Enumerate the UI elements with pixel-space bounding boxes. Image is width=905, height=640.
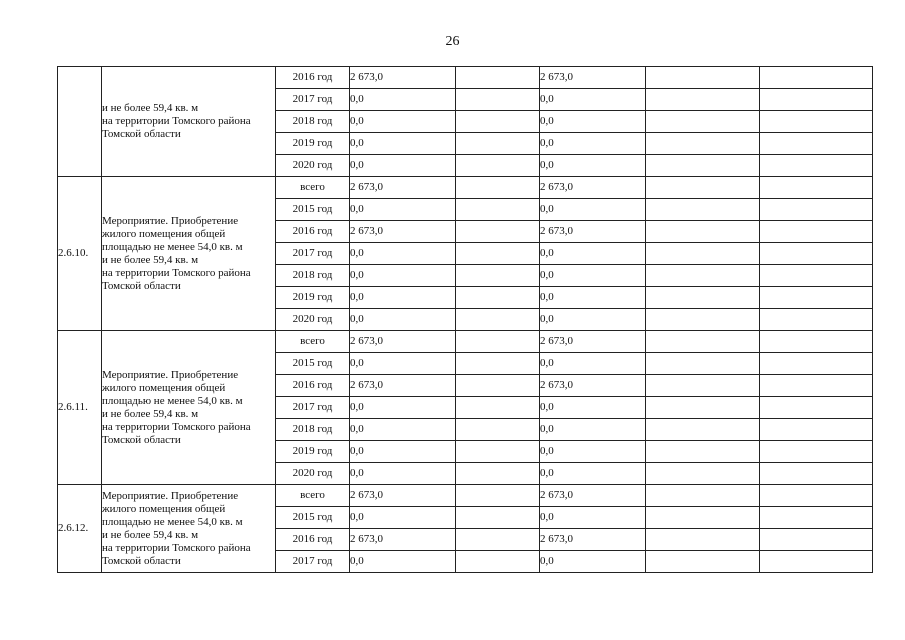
value-cell xyxy=(456,265,540,287)
local-budget-value-cell: 0,0 xyxy=(540,463,646,485)
total-value-cell: 2 673,0 xyxy=(350,67,456,89)
local-budget-value-cell: 0,0 xyxy=(540,551,646,573)
value-cell xyxy=(760,507,873,529)
local-budget-value-cell: 0,0 xyxy=(540,441,646,463)
total-value-cell: 0,0 xyxy=(350,133,456,155)
year-cell: 2019 год xyxy=(276,133,350,155)
page-number: 26 xyxy=(445,34,460,49)
value-cell xyxy=(456,177,540,199)
item-name-line: площадью не менее 54,0 кв. м xyxy=(102,240,243,253)
local-budget-value-cell: 2 673,0 xyxy=(540,177,646,199)
item-name-line: Мероприятие. Приобретение xyxy=(102,368,239,381)
item-number-cell: 2.6.12. xyxy=(58,485,102,573)
value-cell xyxy=(760,419,873,441)
value-cell xyxy=(646,375,760,397)
value-cell xyxy=(646,67,760,89)
value-cell xyxy=(760,485,873,507)
value-cell xyxy=(760,221,873,243)
value-cell xyxy=(646,89,760,111)
total-value-cell: 0,0 xyxy=(350,353,456,375)
local-budget-value-cell: 2 673,0 xyxy=(540,375,646,397)
total-value-cell: 0,0 xyxy=(350,111,456,133)
value-cell xyxy=(456,287,540,309)
total-value-cell: 2 673,0 xyxy=(350,529,456,551)
value-cell xyxy=(760,463,873,485)
item-name-cell xyxy=(102,177,276,331)
year-cell: 2017 год xyxy=(276,397,350,419)
item-name-line: и не более 59,4 кв. м xyxy=(102,102,199,114)
value-cell xyxy=(760,287,873,309)
year-cell: всего xyxy=(276,331,350,353)
total-value-cell: 2 673,0 xyxy=(350,375,456,397)
year-cell: 2017 год xyxy=(276,89,350,111)
value-cell xyxy=(646,111,760,133)
item-name-cell xyxy=(102,67,276,177)
program-table xyxy=(57,66,873,573)
total-value-cell: 0,0 xyxy=(350,441,456,463)
year-cell: 2016 год xyxy=(276,375,350,397)
value-cell xyxy=(760,89,873,111)
year-cell: 2018 год xyxy=(276,265,350,287)
year-cell: 2017 год xyxy=(276,243,350,265)
value-cell xyxy=(760,243,873,265)
value-cell xyxy=(646,441,760,463)
value-cell xyxy=(456,507,540,529)
year-cell: всего xyxy=(276,485,350,507)
value-cell xyxy=(646,243,760,265)
item-name-line: на территории Томского района xyxy=(102,266,251,279)
value-cell xyxy=(760,441,873,463)
value-cell xyxy=(760,177,873,199)
value-cell xyxy=(456,331,540,353)
value-cell xyxy=(456,221,540,243)
value-cell xyxy=(760,155,873,177)
item-name-cell xyxy=(102,331,276,485)
value-cell xyxy=(646,353,760,375)
value-cell xyxy=(760,265,873,287)
value-cell xyxy=(646,155,760,177)
local-budget-value-cell: 0,0 xyxy=(540,397,646,419)
item-name-line: Томской области xyxy=(102,554,181,567)
item-name-line: площадью не менее 54,0 кв. м xyxy=(102,515,243,528)
local-budget-value-cell: 2 673,0 xyxy=(540,221,646,243)
local-budget-value-cell: 0,0 xyxy=(540,133,646,155)
year-cell: 2016 год xyxy=(276,529,350,551)
total-value-cell: 2 673,0 xyxy=(350,221,456,243)
total-value-cell: 0,0 xyxy=(350,507,456,529)
value-cell xyxy=(456,441,540,463)
local-budget-value-cell: 0,0 xyxy=(540,353,646,375)
value-cell xyxy=(646,485,760,507)
table-row xyxy=(58,177,873,199)
total-value-cell: 0,0 xyxy=(350,265,456,287)
total-value-cell: 0,0 xyxy=(350,309,456,331)
value-cell xyxy=(456,485,540,507)
local-budget-value-cell: 0,0 xyxy=(540,243,646,265)
local-budget-value-cell: 0,0 xyxy=(540,89,646,111)
local-budget-value-cell: 0,0 xyxy=(540,111,646,133)
year-cell: 2020 год xyxy=(276,155,350,177)
item-name-line: Мероприятие. Приобретение xyxy=(102,214,239,227)
total-value-cell: 0,0 xyxy=(350,155,456,177)
value-cell xyxy=(760,397,873,419)
total-value-cell: 0,0 xyxy=(350,397,456,419)
year-cell: 2020 год xyxy=(276,463,350,485)
year-cell: 2018 год xyxy=(276,419,350,441)
value-cell xyxy=(646,551,760,573)
total-value-cell: 0,0 xyxy=(350,551,456,573)
value-cell xyxy=(456,243,540,265)
value-cell xyxy=(646,221,760,243)
total-value-cell: 0,0 xyxy=(350,89,456,111)
item-name-line: площадью не менее 54,0 кв. м xyxy=(102,394,243,407)
local-budget-value-cell: 0,0 xyxy=(540,199,646,221)
total-value-cell: 0,0 xyxy=(350,419,456,441)
value-cell xyxy=(760,529,873,551)
item-number-cell: 2.6.11. xyxy=(58,331,102,485)
value-cell xyxy=(456,529,540,551)
table-row xyxy=(58,485,873,507)
value-cell xyxy=(646,529,760,551)
item-name-line: Томской области xyxy=(102,433,181,446)
local-budget-value-cell: 0,0 xyxy=(540,419,646,441)
year-cell: 2015 год xyxy=(276,199,350,221)
total-value-cell: 0,0 xyxy=(350,287,456,309)
value-cell xyxy=(646,177,760,199)
total-value-cell: 0,0 xyxy=(350,199,456,221)
total-value-cell: 2 673,0 xyxy=(350,177,456,199)
item-name-line: жилого помещения общей xyxy=(102,502,226,515)
value-cell xyxy=(456,353,540,375)
table-row xyxy=(58,331,873,353)
year-cell: 2018 год xyxy=(276,111,350,133)
item-name-line: Мероприятие. Приобретение xyxy=(102,489,239,502)
item-number-cell: 2.6.10. xyxy=(58,177,102,331)
value-cell xyxy=(760,353,873,375)
value-cell xyxy=(760,67,873,89)
local-budget-value-cell: 2 673,0 xyxy=(540,529,646,551)
local-budget-value-cell: 2 673,0 xyxy=(540,485,646,507)
value-cell xyxy=(760,331,873,353)
value-cell xyxy=(646,507,760,529)
value-cell xyxy=(760,551,873,573)
table-row xyxy=(58,67,873,89)
value-cell xyxy=(456,67,540,89)
value-cell xyxy=(646,287,760,309)
value-cell xyxy=(646,199,760,221)
value-cell xyxy=(646,265,760,287)
item-name-line: жилого помещения общей xyxy=(102,381,226,394)
local-budget-value-cell: 0,0 xyxy=(540,309,646,331)
item-name-line: и не более 59,4 кв. м xyxy=(102,253,199,266)
total-value-cell: 0,0 xyxy=(350,463,456,485)
value-cell xyxy=(760,375,873,397)
year-cell: всего xyxy=(276,177,350,199)
local-budget-value-cell: 2 673,0 xyxy=(540,331,646,353)
item-name-line: жилого помещения общей xyxy=(102,227,226,240)
year-cell: 2017 год xyxy=(276,551,350,573)
year-cell: 2015 год xyxy=(276,353,350,375)
value-cell xyxy=(760,199,873,221)
value-cell xyxy=(456,551,540,573)
value-cell xyxy=(456,111,540,133)
item-name-cell xyxy=(102,485,276,573)
value-cell xyxy=(646,133,760,155)
item-number-cell xyxy=(58,67,102,177)
value-cell xyxy=(456,155,540,177)
year-cell: 2016 год xyxy=(276,221,350,243)
value-cell xyxy=(456,419,540,441)
local-budget-value-cell: 0,0 xyxy=(540,265,646,287)
item-name-line: и не более 59,4 кв. м xyxy=(102,528,199,541)
year-cell: 2015 год xyxy=(276,507,350,529)
year-cell: 2019 год xyxy=(276,441,350,463)
year-cell: 2020 год xyxy=(276,309,350,331)
value-cell xyxy=(456,397,540,419)
item-name-line: на территории Томского района xyxy=(102,115,251,127)
value-cell xyxy=(646,331,760,353)
value-cell xyxy=(456,375,540,397)
local-budget-value-cell: 2 673,0 xyxy=(540,67,646,89)
item-name-line: на территории Томского района xyxy=(102,541,251,554)
total-value-cell: 2 673,0 xyxy=(350,331,456,353)
value-cell xyxy=(456,309,540,331)
value-cell xyxy=(760,111,873,133)
value-cell xyxy=(760,309,873,331)
value-cell xyxy=(456,89,540,111)
value-cell xyxy=(456,199,540,221)
total-value-cell: 0,0 xyxy=(350,243,456,265)
value-cell xyxy=(456,133,540,155)
year-cell: 2019 год xyxy=(276,287,350,309)
value-cell xyxy=(646,419,760,441)
item-name-line: на территории Томского района xyxy=(102,420,251,433)
item-name-line: и не более 59,4 кв. м xyxy=(102,407,199,420)
year-cell: 2016 год xyxy=(276,67,350,89)
item-name-line: Томской области xyxy=(102,128,181,140)
value-cell xyxy=(646,309,760,331)
value-cell xyxy=(646,463,760,485)
value-cell xyxy=(456,463,540,485)
total-value-cell: 2 673,0 xyxy=(350,485,456,507)
item-name-line: Томской области xyxy=(102,279,181,292)
local-budget-value-cell: 0,0 xyxy=(540,287,646,309)
value-cell xyxy=(646,397,760,419)
local-budget-value-cell: 0,0 xyxy=(540,155,646,177)
local-budget-value-cell: 0,0 xyxy=(540,507,646,529)
value-cell xyxy=(760,133,873,155)
